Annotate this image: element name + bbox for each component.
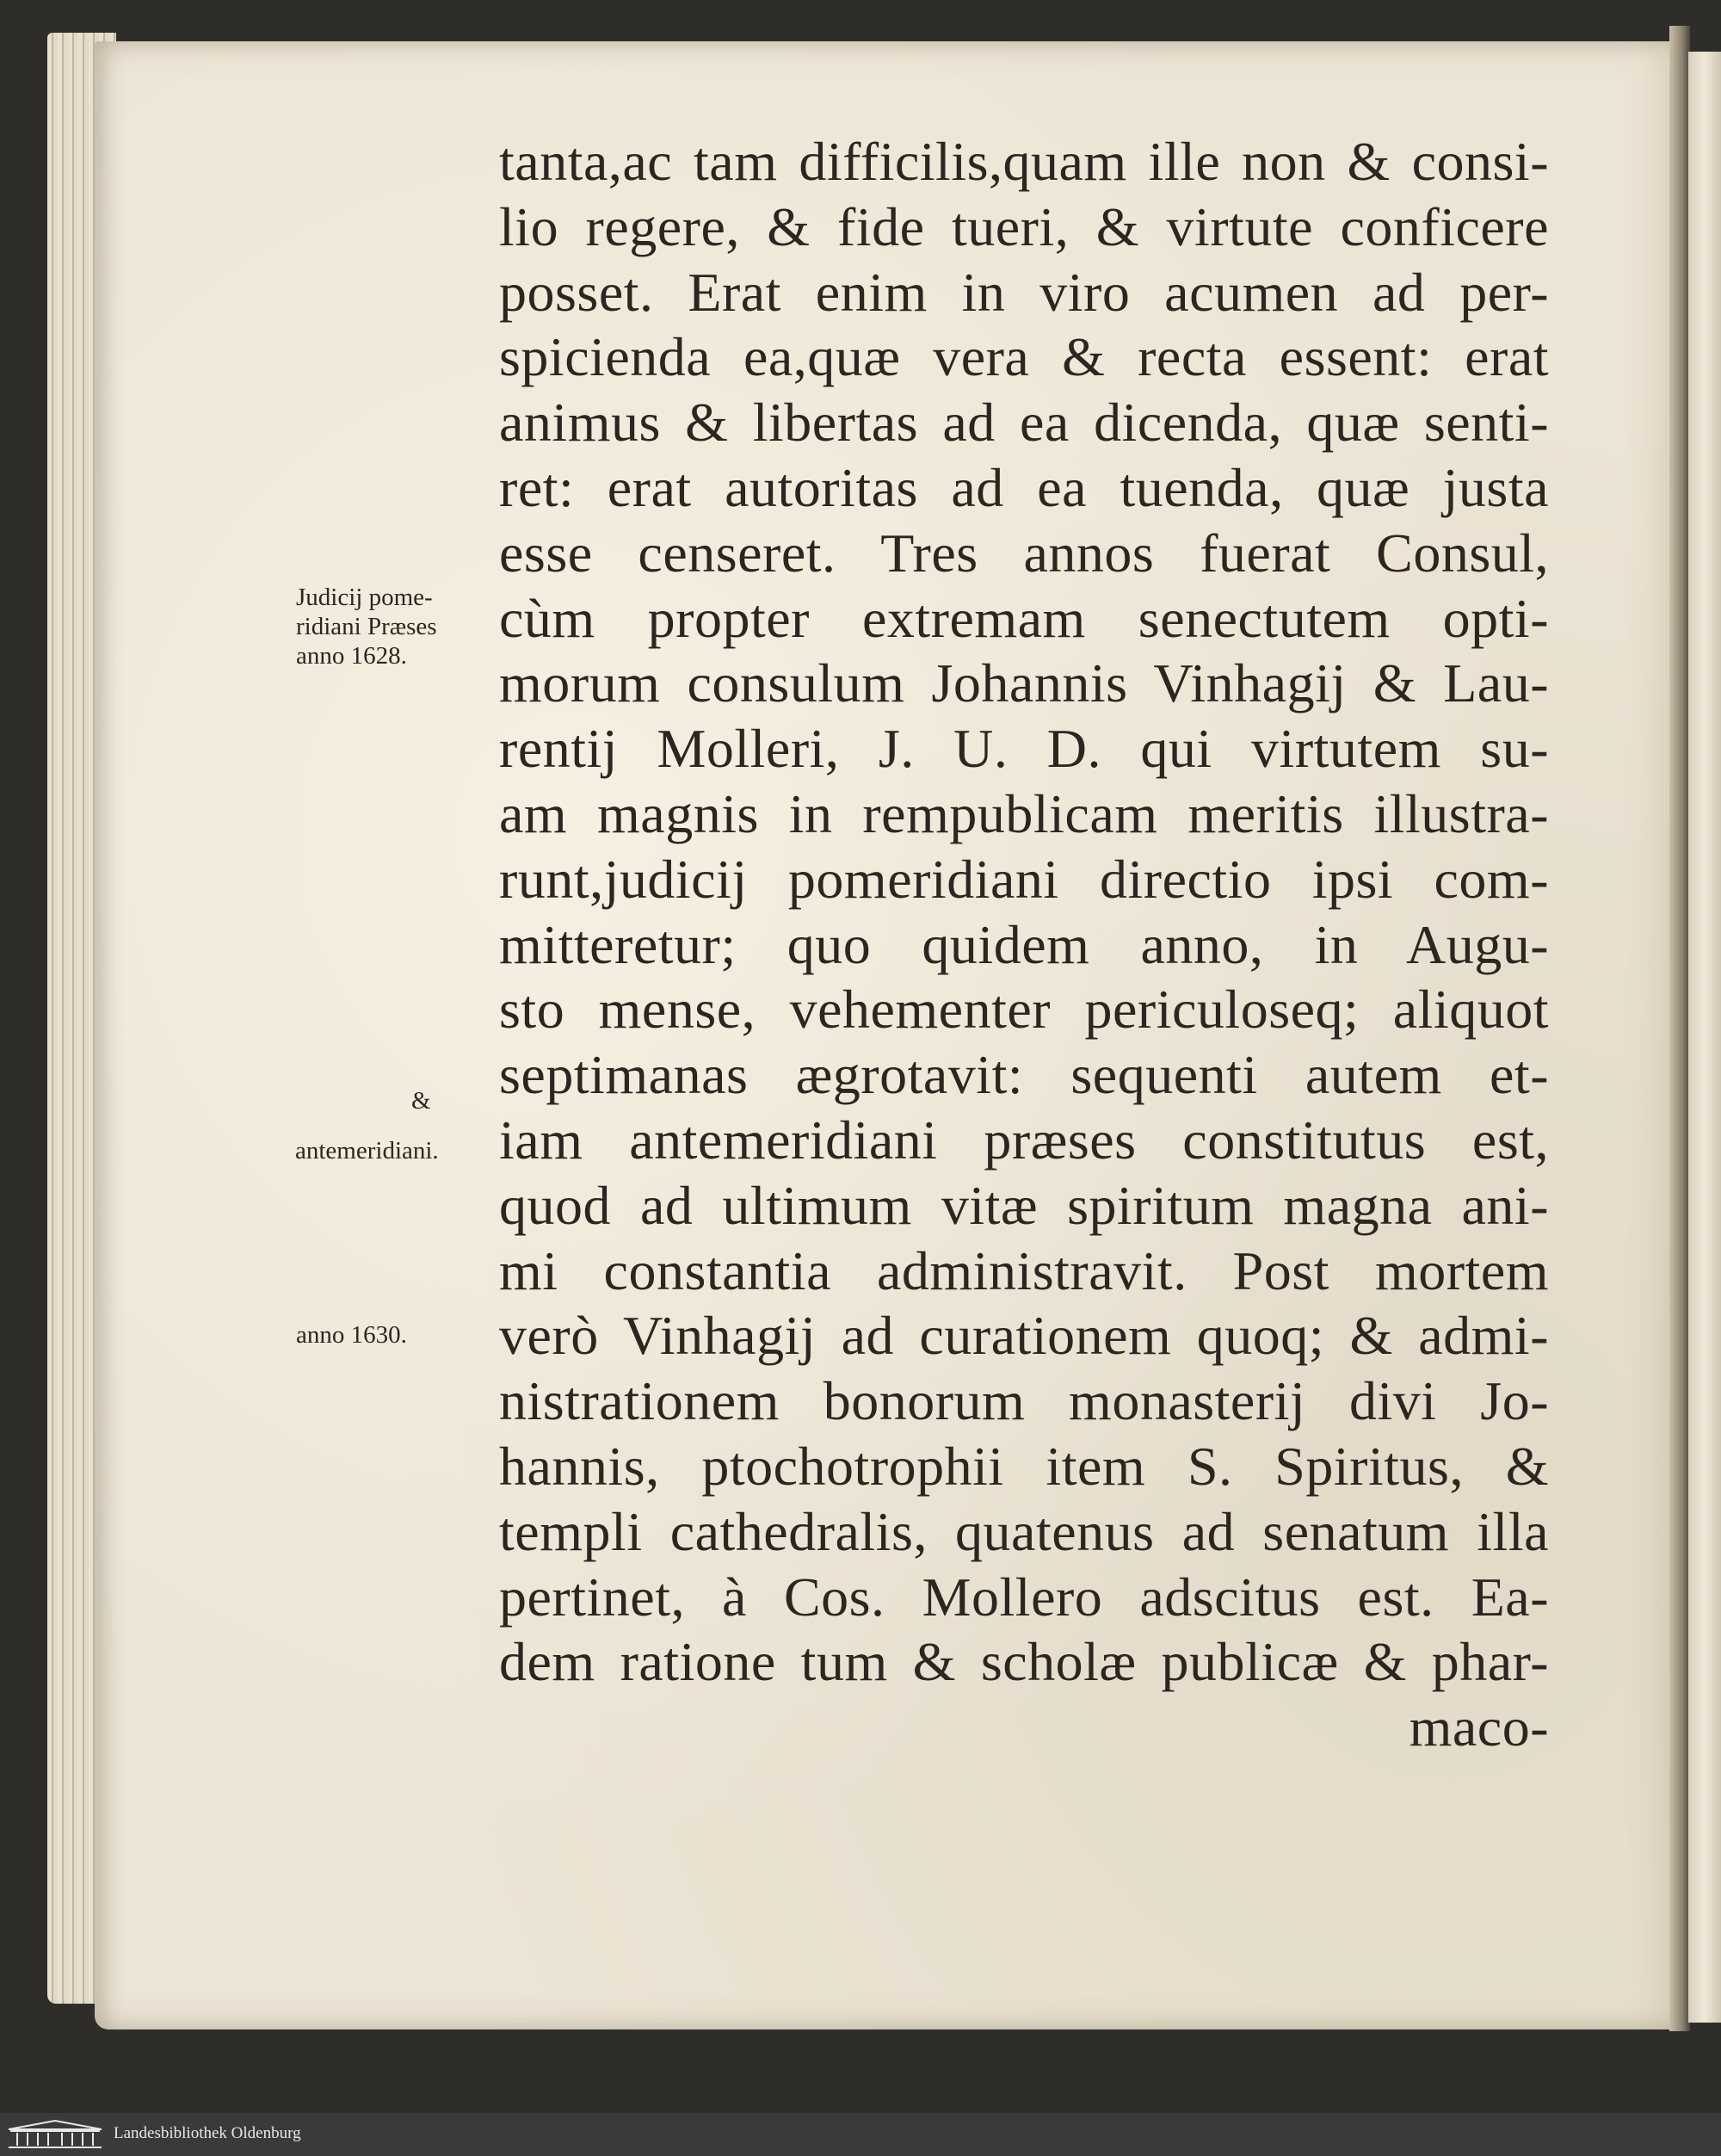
footer-bar (0, 2113, 1721, 2156)
text-line: iam antemeridiani præses constitutus est, (499, 1109, 1549, 1171)
book-gutter (1669, 26, 1690, 2031)
marginal-line: Judicij pome- (296, 584, 433, 611)
text-line: ret: erat autoritas ad ea tuenda, quæ justa (499, 456, 1549, 518)
footer-label: Landesbibliothek Oldenburg (114, 2124, 301, 2142)
marginal-line: ridiani Præses (296, 613, 437, 640)
marginal-line: anno 1628. (296, 642, 407, 670)
text-line: cùm propter extremam senectutem opti- (499, 587, 1549, 649)
text-line: hannis, ptochotrophii item S. Spiritus, & (499, 1435, 1549, 1497)
text-line: rentij Molleri, J. U. D. qui virtutem su- (499, 718, 1549, 780)
marginal-note-1628 (296, 583, 437, 670)
text-line: pertinet, à Cos. Mollero adscitus est. Ea- (499, 1566, 1549, 1628)
text-line: am magnis in rempublicam meritis illustra- (499, 782, 1549, 844)
text-line: tanta,ac tam difficilis,quam ille non & consi- (499, 131, 1549, 192)
text-line: sto mense, vehementer periculoseq; aliquot (499, 979, 1549, 1041)
text-line: septimanas ægrotavit: sequenti autem et- (499, 1044, 1549, 1106)
text-line: spicienda ea,quæ vera & recta essent: erat (499, 326, 1549, 388)
text-line: mi constantia administravit. Post mortem (499, 1239, 1549, 1301)
body-text (499, 129, 1549, 1760)
text-line: nistrationem bonorum monasterij divi Jo- (499, 1370, 1549, 1432)
text-line: templi cathedralis, quatenus ad senatum illa (499, 1500, 1549, 1562)
marginal-note-antemeridiani: antemeridiani. (295, 1137, 439, 1164)
text-line: mitteretur; quo quidem anno, in Augu- (499, 913, 1549, 975)
text-line: runt,judicij pomeridiani directio ipsi com- (499, 848, 1549, 910)
text-line: morum consulum Johannis Vinhagij & Lau- (499, 652, 1549, 714)
marginal-note-ampersand: & (411, 1087, 431, 1115)
catchword: maco- (1409, 1696, 1549, 1758)
library-building-icon (7, 2119, 103, 2150)
text-line: lio regere, & fide tueri, & virtute conficere (499, 195, 1549, 257)
text-line: esse censeret. Tres annos fuerat Consul, (499, 522, 1549, 584)
text-line: verò Vinhagij ad curationem quoq; & admi- (499, 1305, 1549, 1367)
marginal-note-1630: anno 1630. (296, 1321, 407, 1349)
text-line: quod ad ultimum vitæ spiritum magna ani- (499, 1174, 1549, 1236)
facing-page-edge (1688, 52, 1721, 2023)
text-line: animus & libertas ad ea dicenda, quæ senti- (499, 392, 1549, 454)
text-line: dem ratione tum & scholæ publicæ & phar- (499, 1631, 1549, 1693)
text-line: posset. Erat enim in viro acumen ad per- (499, 261, 1549, 323)
